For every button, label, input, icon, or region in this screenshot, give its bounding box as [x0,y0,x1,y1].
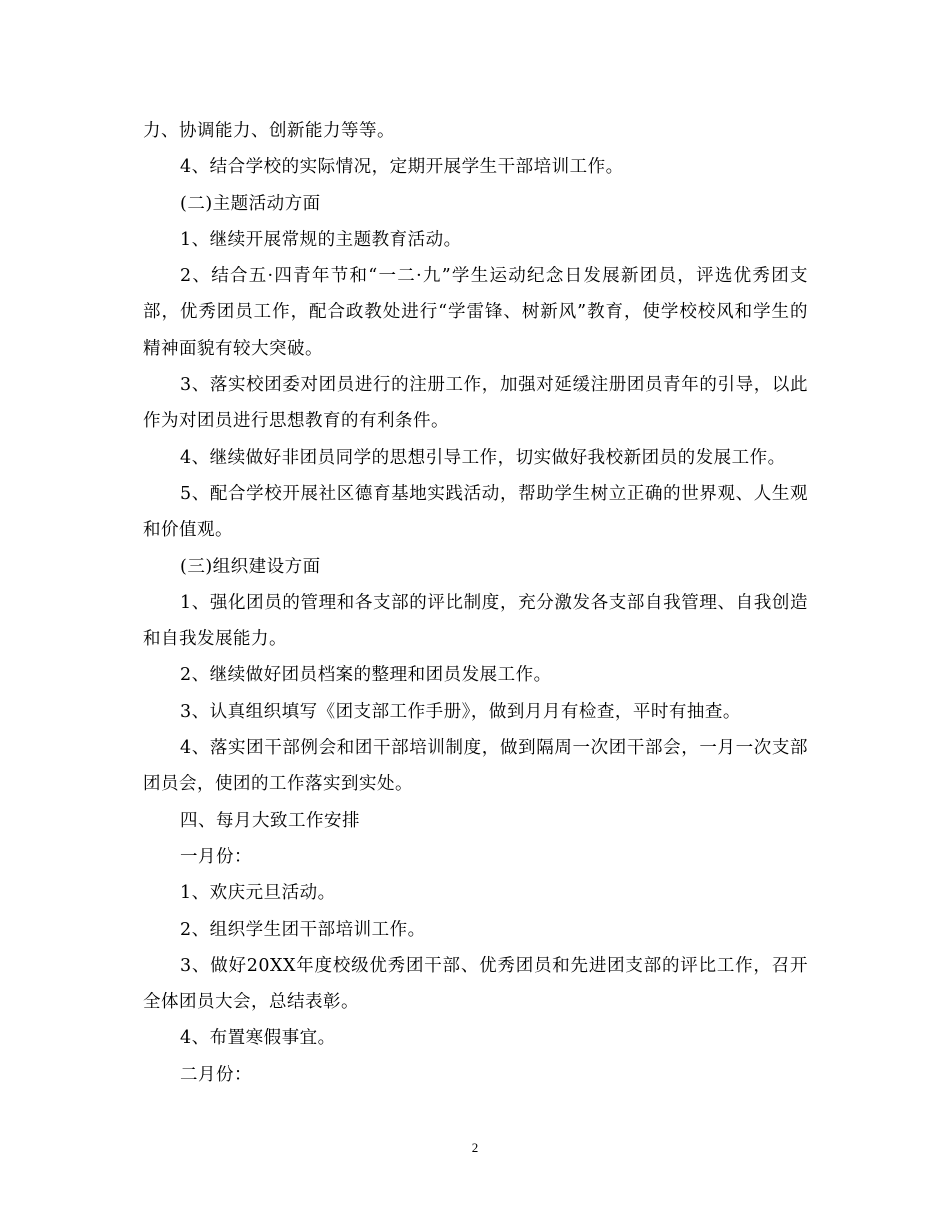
paragraph: 1、继续开展常规的主题教育活动。 [180,229,462,250]
section-heading: 四、每月大致工作安排 [180,810,360,831]
paragraph: 2、继续做好团员档案的整理和团员发展工作。 [180,665,552,686]
paragraph: 4、继续做好非团员同学的思想引导工作，切实做好我校新团员的发展工作。 [180,447,786,468]
section-heading: (三)组织建设方面 [180,556,321,577]
paragraph: 1、欢庆元旦活动。 [180,883,336,904]
month-heading: 二月份： [180,1064,252,1085]
page-number: 2 [471,1140,479,1155]
paragraph: 2、结合五·四青年节和“一二·九”学生运动纪念日发展新团员，评选优秀团支部，优秀团员工作，配合政教处进行“学雷锋、树新风”教育，使学校校风和学生的精神面貌有较大突破。 [143,266,808,359]
paragraph: 4、落实团干部例会和团干部培训制度，做到隔周一次团干部会，一月一次支部团员会，使团的工作落实到实处。 [143,738,808,795]
paragraph: 4、结合学校的实际情况，定期开展学生干部培训工作。 [180,157,624,178]
paragraph-continuation: 力、协调能力、创新能力等等。 [143,121,395,141]
paragraph: 1、强化团员的管理和各支部的评比制度，充分激发各支部自我管理、自我创造和自我发展能力。 [143,592,808,650]
paragraph: 3、落实校团委对团员进行的注册工作，加强对延缓注册团员青年的引导，以此作为对团员进行思想教育的有利条件。 [143,375,808,432]
document-body [143,113,808,1093]
paragraph: 3、认真组织填写《团支部工作手册》，做到月月有检查，平时有抽查。 [180,701,741,722]
month-heading: 一月份： [180,846,252,867]
paragraph: 5、配合学校开展社区德育基地实践活动，帮助学生树立正确的世界观、人生观和价值观。 [143,483,808,541]
paragraph: 2、组织学生团干部培训工作。 [180,919,426,940]
paragraph: 3、做好20XX年度校级优秀团干部、优秀团员和先进团支部的评比工作，召开全体团员大会，总结表彰。 [143,955,808,1013]
paragraph: 4、布置寒假事宜。 [180,1028,336,1049]
section-heading: (二)主题活动方面 [180,193,321,214]
